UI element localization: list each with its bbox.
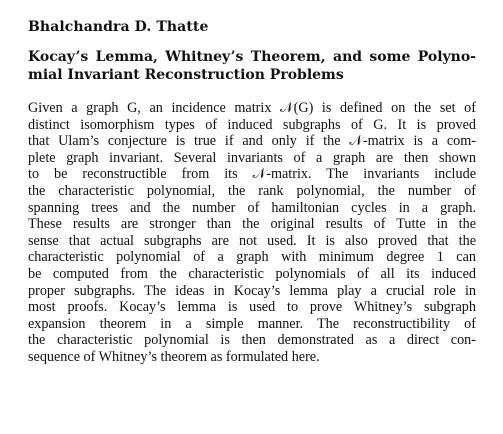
abstract-line: expansion theorem in a simple manner. The reconstructibility of: [28, 315, 476, 332]
author-name: Bhalchandra D. Thatte: [28, 19, 209, 35]
abstract-line: Given a graph G, an incidence matrix 𝒩(G) is defined on the set of: [28, 100, 476, 116]
abstract-line: most proofs. Kocay’s lemma is used to prove Whitney’s subgraph: [28, 299, 476, 316]
abstract-line: that Ulam’s conjecture is true if and only if the 𝒩-matrix is a com-: [28, 133, 476, 150]
abstract-line: the characteristic polynomial, the rank polynomial, the number of: [28, 182, 476, 199]
abstract-line: spanning trees and the number of hamiltonian cycles in a graph.: [28, 199, 476, 216]
title-line: Kocay’s Lemma, Whitney’s Theorem, and some Polyno-: [28, 49, 476, 65]
abstract-line: proper subgraphs. The ideas in Kocay’s lemma play a crucial role in: [28, 282, 476, 299]
abstract-line: These results are stronger than the original results of Tutte in the: [28, 216, 476, 233]
abstract-line: sense that actual subgraphs are not used. It is also proved that the: [28, 232, 476, 249]
abstract-line: be computed from the characteristic polynomials of all its induced: [28, 265, 476, 282]
abstract-line: distinct isomorphism types of induced subgraphs of G. It is proved: [28, 116, 476, 133]
abstract-line: to be reconstructible from its 𝒩-matrix. The invariants include: [28, 166, 476, 183]
title-line: mial Invariant Reconstruction Problems: [28, 67, 344, 83]
abstract-paragraph: [28, 100, 476, 366]
abstract-line: characteristic polynomial of a graph with minimum degree 1 can: [28, 249, 476, 266]
abstract-line: plete graph invariant. Several invariants of a graph are then shown: [28, 149, 476, 166]
abstract-line: the characteristic polynomial is then demonstrated as a direct con-: [28, 332, 476, 349]
paper-page: [28, 18, 476, 366]
paper-title: [28, 48, 476, 84]
abstract-line: sequence of Whitney’s theorem as formulated here.: [28, 348, 320, 365]
